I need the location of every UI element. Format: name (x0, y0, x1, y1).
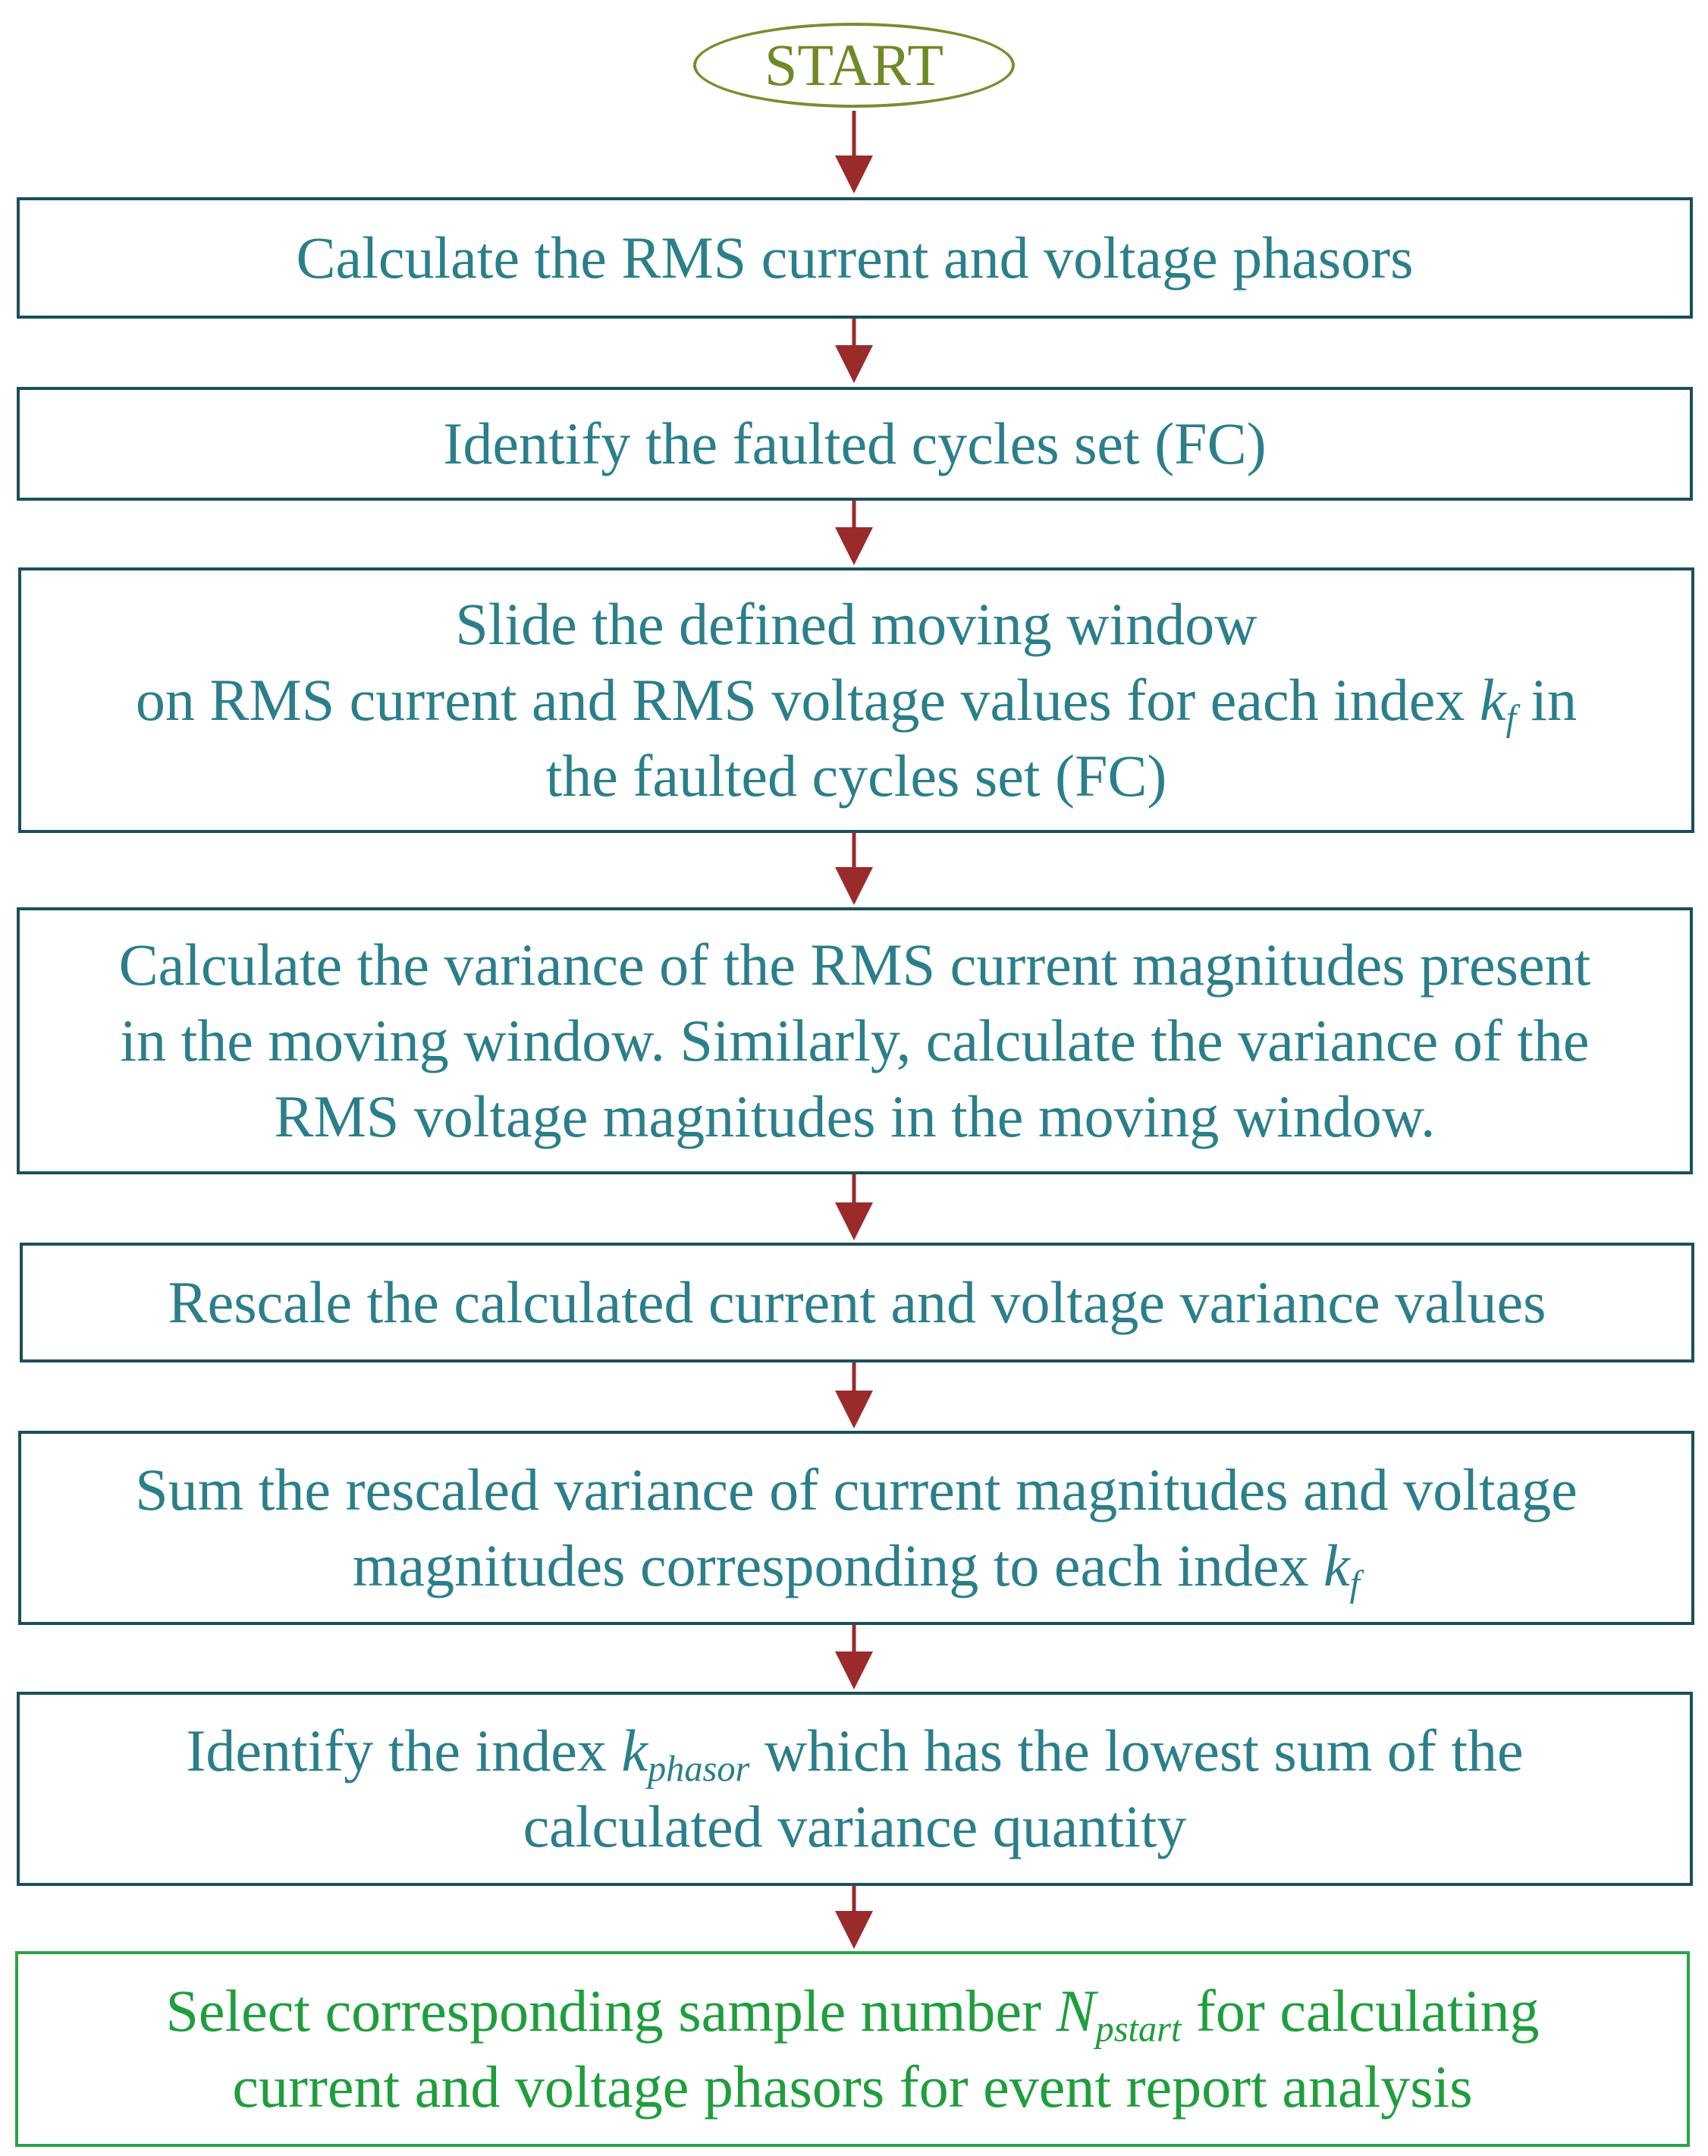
step-rescale-variance (20, 1243, 1694, 1362)
step3-line2: on RMS current and RMS voltage values for each index $k_f$ in (135, 667, 1578, 739)
step-select-sample-number (15, 1951, 1690, 2147)
step7-line2: calculated variance quantity (523, 1793, 1187, 1859)
step-sum-rescaled-variance (18, 1431, 1694, 1625)
step7-line1: Identify the index $k_{phasor}$ which has the lowest sum of the (186, 1718, 1524, 1790)
step4-line1: Calculate the variance of the RMS current magnitudes present (118, 932, 1591, 998)
step3-line1: Slide the defined moving window (455, 591, 1257, 657)
step-slide-moving-window (18, 567, 1694, 833)
step1-text: Calculate the RMS current and voltage phasors (296, 225, 1414, 291)
step8-line1: Select corresponding sample number $N_{pstart}$ for calculating (165, 1978, 1540, 2050)
step5-text: Rescale the calculated current and voltage variance values (168, 1269, 1546, 1335)
step6-line1: Sum the rescaled variance of current magnitudes and voltage (135, 1457, 1578, 1523)
step4-line2: in the moving window. Similarly, calculate the variance of the (120, 1007, 1590, 1073)
step4-line3: RMS voltage magnitudes in the moving window. (274, 1083, 1436, 1149)
start-label: START (764, 32, 944, 98)
step8-line2: current and voltage phasors for event report analysis (232, 2054, 1473, 2120)
start-terminal (693, 23, 1015, 108)
step-calculate-variance (17, 907, 1693, 1174)
step-calculate-rms-phasors (17, 197, 1693, 319)
step3-line3: the faulted cycles set (FC) (545, 743, 1167, 809)
step2-text: Identify the faulted cycles set (FC) (443, 410, 1267, 476)
step6-line2: magnitudes corresponding to each index $k_f$ (352, 1532, 1361, 1604)
step-identify-lowest-sum-index (17, 1692, 1693, 1886)
step-identify-faulted-cycles (17, 387, 1693, 501)
